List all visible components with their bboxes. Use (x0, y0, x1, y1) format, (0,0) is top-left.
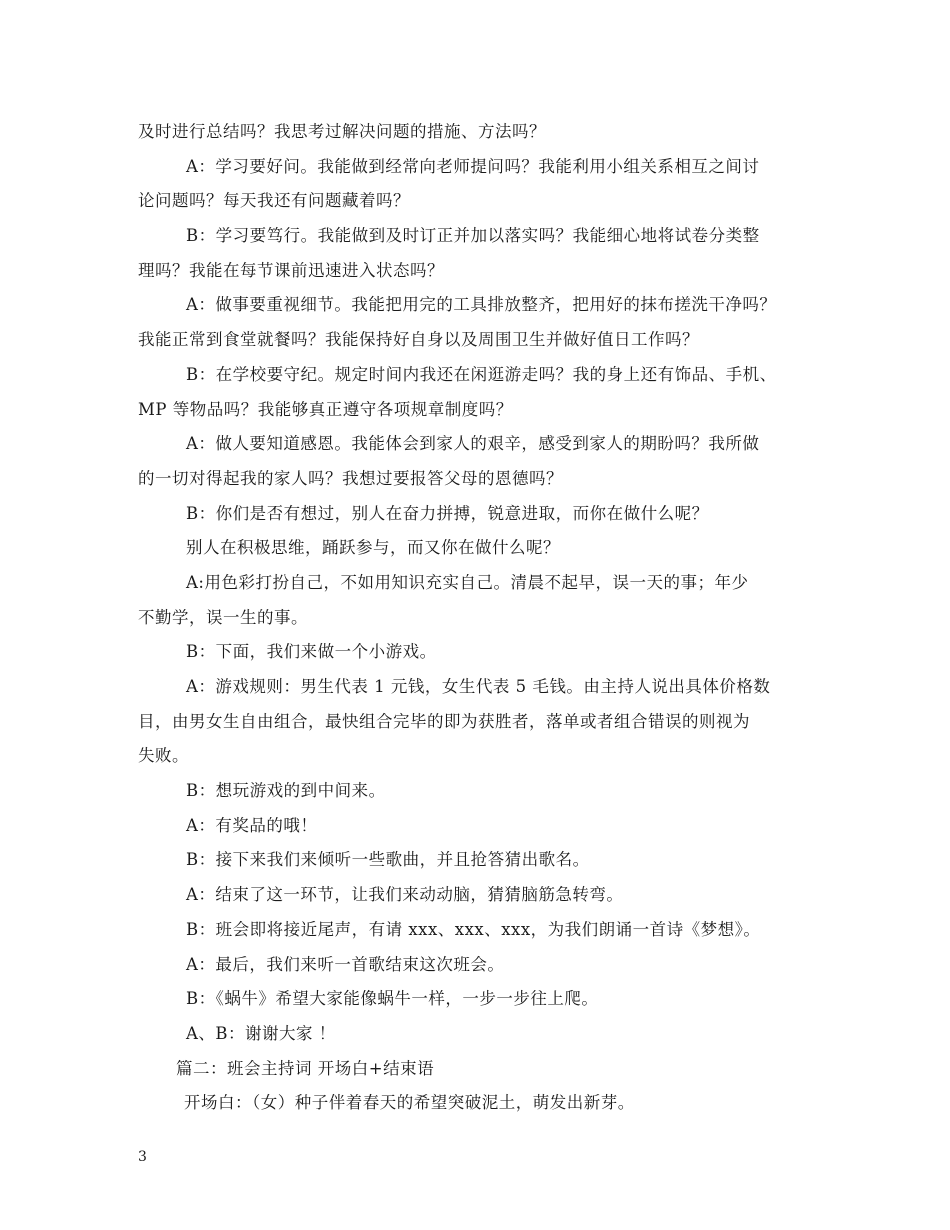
text-line: B：学习要笃行。我能做到及时订正并加以落实吗？我能细心地将试卷分类整 (186, 226, 760, 246)
text-line: A：游戏规则：男生代表 1 元钱，女生代表 5 毛钱。由主持人说出具体价格数 (186, 677, 771, 696)
text-line: 论问题吗？每天我还有问题藏着吗？ (138, 191, 410, 211)
text-line: 别人在积极思维，踊跃参与，而又你在做什么呢？ (186, 538, 560, 558)
text-line: 及时进行总结吗？我思考过解决问题的措施、方法吗？ (138, 122, 546, 141)
text-line: 理吗？我能在每节课前迅速进入状态吗？ (138, 260, 444, 280)
text-line: B：在学校要守纪。规定时间内我还在闲逛游走吗？我的身上还有饰品、手机、 (186, 364, 777, 384)
text-line: A：最后，我们来听一首歌结束这次班会。 (186, 954, 505, 974)
text-line: B：接下来我们来倾听一些歌曲，并且抢答猜出歌名。 (186, 850, 590, 870)
text-line: MP 等物品吗？我能够真正遵守各项规章制度吗？ (138, 399, 513, 419)
text-line: A：做事要重视细节。我能把用完的工具排放整齐，把用好的抹布搓洗干净吗？ (186, 295, 777, 315)
text-line: A：结束了这一环节，让我们来动动脑，猜猜脑筋急转弯。 (186, 885, 624, 905)
text-line: B：《蜗牛》希望大家能像蜗牛一样，一步一步往上爬。 (186, 989, 599, 1009)
text-line: B：想玩游戏的到中间来。 (186, 781, 386, 801)
text-line: 目，由男女生自由组合，最快组合完毕的即为获胜者，落单或者组合错误的则视为 (138, 711, 750, 731)
text-line: B：班会即将接近尾声，有请 xxx、xxx、xxx，为我们朗诵一首诗《梦想》。 (186, 919, 761, 939)
text-line: A：学习要好问。我能做到经常向老师提问吗？我能利用小组关系相互之间讨 (186, 156, 760, 176)
text-line: 失败。 (138, 746, 189, 766)
text-line: B：下面，我们来做一个小游戏。 (186, 642, 437, 662)
text-line: B：你们是否有想过，别人在奋力拼搏，锐意进取，而你在做什么呢？ (186, 503, 709, 523)
page-number: 3 (138, 1149, 147, 1165)
text-line: 的一切对得起我的家人吗？我想过要报答父母的恩德吗？ (138, 468, 563, 488)
text-line: 不勤学，误一生的事。 (138, 607, 308, 627)
text-line: 我能正常到食堂就餐吗？我能保持好自身以及周围卫生并做好值日工作吗？ (138, 330, 699, 350)
document-body (138, 115, 818, 1121)
text-line: A、B：谢谢大家 ！ (186, 1023, 336, 1043)
text-line: 开场白：（女）种子伴着春天的希望突破泥土，萌发出新芽。 (184, 1093, 635, 1113)
text-line: A：做人要知道感恩。我能体会到家人的艰辛，感受到家人的期盼吗？我所做 (186, 434, 760, 454)
text-line: A:用色彩打扮自己，不如用知识充实自己。清晨不起早，误一天的事；年少 (186, 572, 749, 592)
section-heading: 篇二：班会主持词 开场白+结束语 (176, 1058, 435, 1078)
text-line: A：有奖品的哦！ (186, 815, 318, 835)
